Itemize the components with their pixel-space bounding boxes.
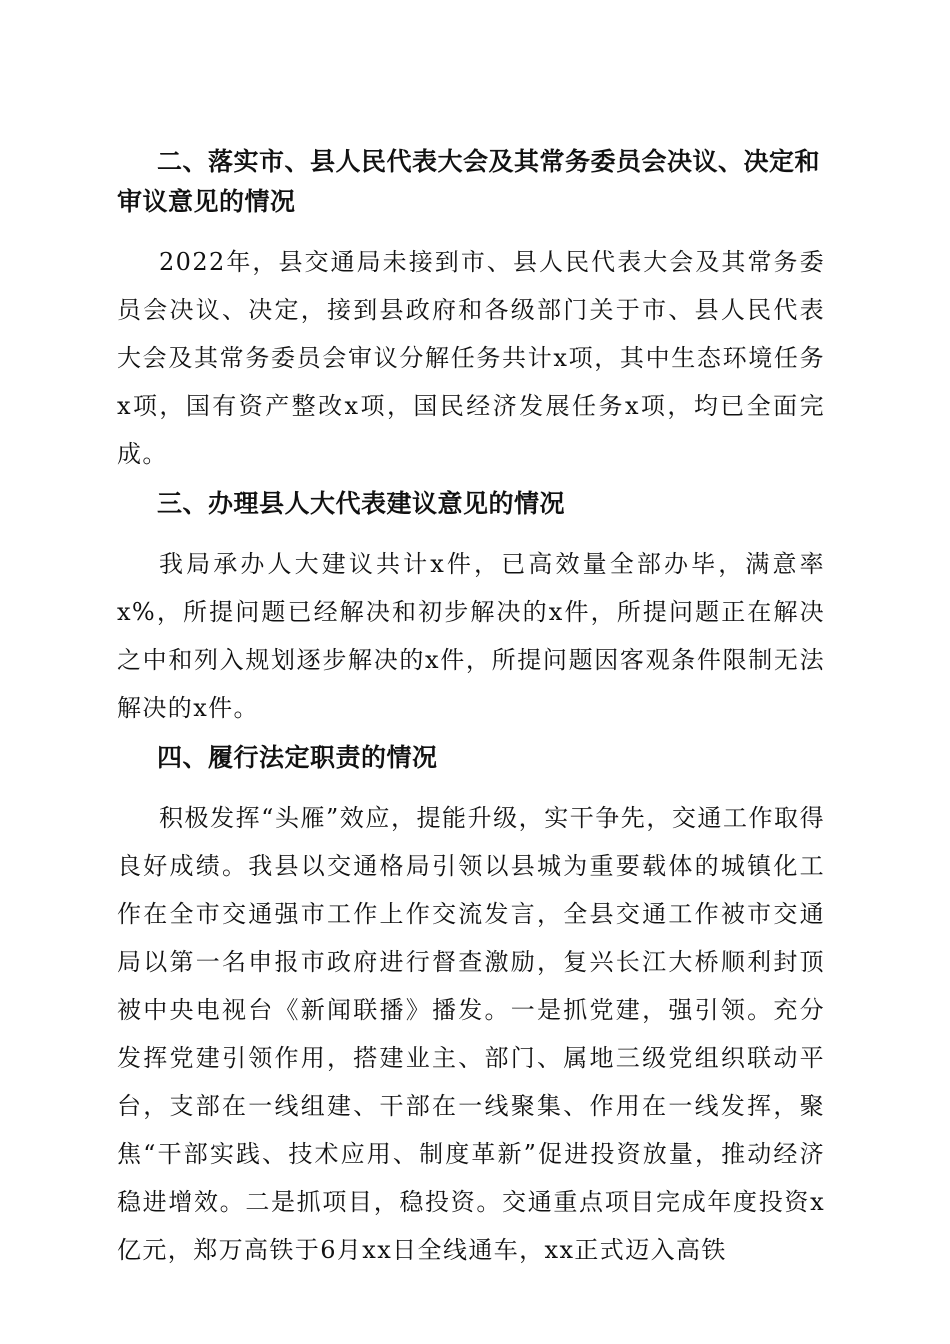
section-paragraph: 积极发挥“头雁”效应，提能升级，实干争先，交通工作取得良好成绩。我县以交通格局引领以县城为重要载体的城镇化工作在全市交通强市工作上作交流发言，全县交通工作被市交通局以第一名申报市政府进行督查激励，复兴长江大桥顺利封顶被中央电视台《新闻联播》播发。一是抓党建，强引领。充分发挥党建引领作用，搭建业主、部门、属地三级党组织联动平台，支部在一线组建、干部在一线聚集、作用在一线发挥，聚焦“干部实践、技术应用、制度革新”促进投资放量，推动经济稳进增效。二是抓项目，稳投资。交通重点项目完成年度投资x亿元，郑万高铁于6月xx日全线通车，xx正式迈入高铁 (117, 804, 825, 1264)
section-implementation (117, 142, 825, 478)
section-heading: 三、办理县人大代表建议意见的情况 (157, 489, 566, 518)
section-paragraph: 我局承办人大建议共计x件，已高效量全部办毕，满意率x%，所提问题已经解决和初步解决的x件，所提问题正在解决之中和列入规划逐步解决的x件，所提问题因客观条件限制无法解决的x件。 (117, 550, 825, 722)
section-heading: 二、落实市、县人民代表大会及其常务委员会决议、决定和审议意见的情况 (117, 147, 821, 216)
section-duties (117, 738, 825, 1274)
section-paragraph: 2022年，县交通局未接到市、县人民代表大会及其常务委员会决议、决定，接到县政府和各级部门关于市、县人民代表大会及其常务委员会审议分解任务共计x项，其中生态环境任务x项，国有资产整改x项，国民经济发展任务x项，均已全面完成。 (117, 248, 825, 468)
section-proposals (117, 484, 825, 732)
section-heading: 四、履行法定职责的情况 (157, 743, 438, 772)
document-page (117, 142, 825, 1280)
